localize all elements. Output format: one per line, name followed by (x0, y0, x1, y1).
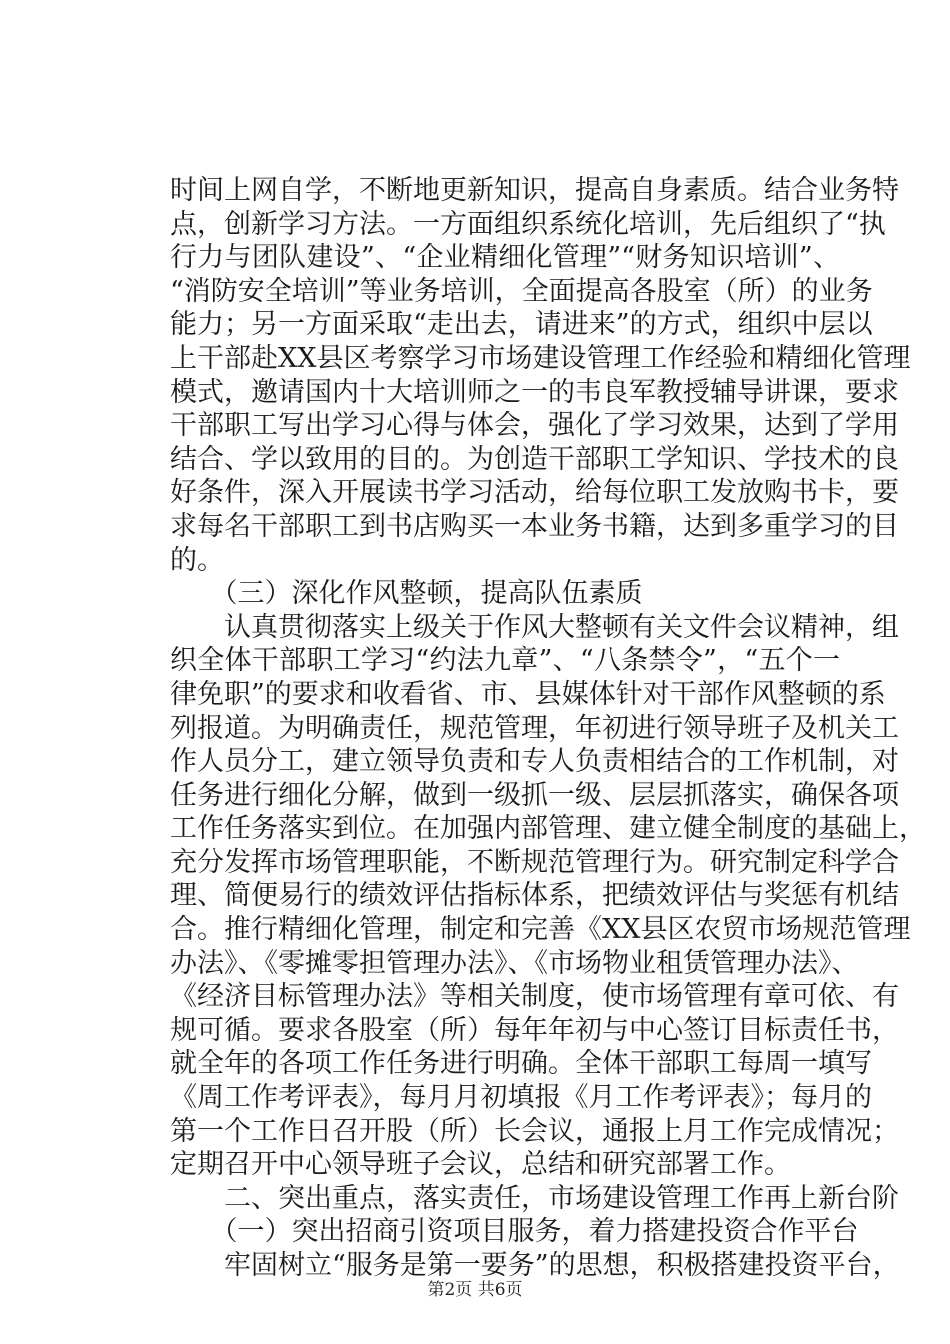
text-line: 的。 (170, 544, 224, 576)
text-line: 好条件，深入开展读书学习活动，给每位职工发放购书卡，要 (170, 477, 899, 509)
text-line: 《经济目标管理办法》等相关制度，使市场管理有章可依、有 (170, 981, 899, 1013)
page-footer: 第2页 共6页 (427, 1280, 523, 1300)
text-line: 求每名干部职工到书店购买一本业务书籍，达到多重学习的目 (170, 510, 899, 542)
text-line: 列报道。为明确责任，规范管理，年初进行领导班子及机关工 (170, 712, 899, 744)
text-line: 充分发挥市场管理职能，不断规范管理行为。研究制定科学合 (170, 846, 899, 878)
text-line: 点，创新学习方法。一方面组织系统化培训，先后组织了“执 (170, 208, 886, 240)
text-line: 织全体干部职工学习“约法九章”、“八条禁令”，“五个一 (170, 645, 840, 677)
text-line: 工作任务落实到位。在加强内部管理、建立健全制度的基础上， (170, 813, 926, 845)
text-line: 牢固树立“服务是第一要务”的思想，积极搭建投资平台， (170, 1250, 900, 1281)
text-line: 结合、学以致用的目的。为创造干部职工学知识、学技术的良 (170, 443, 899, 475)
text-line: 时间上网自学，不断地更新知识，提高自身素质。结合业务特 (170, 175, 899, 206)
text-line: （三）深化作风整顿，提高队伍素质 (170, 578, 643, 610)
text-line: 认真贯彻落实上级关于作风大整顿有关文件会议精神，组 (170, 611, 899, 643)
text-line: 规可循。要求各股室（所）每年年初与中心签订目标责任书， (170, 1014, 899, 1046)
text-line: “消防安全培训”等业务培训，全面提高各股室（所）的业务 (170, 275, 873, 307)
text-line: 模式，邀请国内十大培训师之一的韦良军教授辅导讲课，要求 (170, 376, 899, 408)
text-line: 二、突出重点，落实责任，市场建设管理工作再上新台阶 (170, 1182, 899, 1214)
text-line: （一）突出招商引资项目服务，着力搭建投资合作平台 (170, 1216, 859, 1248)
text-line: 理、简便易行的绩效评估指标体系，把绩效评估与奖惩有机结 (170, 880, 899, 912)
text-line: 作人员分工，建立领导负责和专人负责相结合的工作机制，对 (170, 746, 899, 778)
text-line: 律免职”的要求和收看省、市、县媒体针对干部作风整顿的系 (170, 678, 886, 710)
text-line: 上干部赴XX县区考察学习市场建设管理工作经验和精细化管理 (170, 342, 911, 374)
text-line: 合。推行精细化管理，制定和完善《XX县区农贸市场规范管理 (170, 914, 911, 946)
document-body (170, 174, 926, 1283)
text-line: 第一个工作日召开股（所）长会议，通报上月工作完成情况； (170, 1115, 899, 1147)
text-line: 《周工作考评表》，每月月初填报《月工作考评表》；每月的 (170, 1082, 872, 1114)
text-line: 就全年的各项工作任务进行明确。全体干部职工每周一填写 (170, 1048, 872, 1080)
text-line: 行力与团队建设”、“企业精细化管理”“财务知识培训”、 (170, 242, 840, 274)
text-line: 干部职工写出学习心得与体会，强化了学习效果，达到了学用 (170, 410, 899, 442)
text-line: 任务进行细化分解，做到一级抓一级、层层抓落实，确保各项 (170, 779, 899, 811)
text-line: 能力；另一方面采取“走出去，请进来”的方式，组织中层以 (170, 309, 873, 341)
text-line: 定期召开中心领导班子会议，总结和研究部署工作。 (170, 1149, 791, 1181)
text-line: 办法》、《零摊零担管理办法》、《市场物业租赁管理办法》、 (170, 947, 859, 979)
